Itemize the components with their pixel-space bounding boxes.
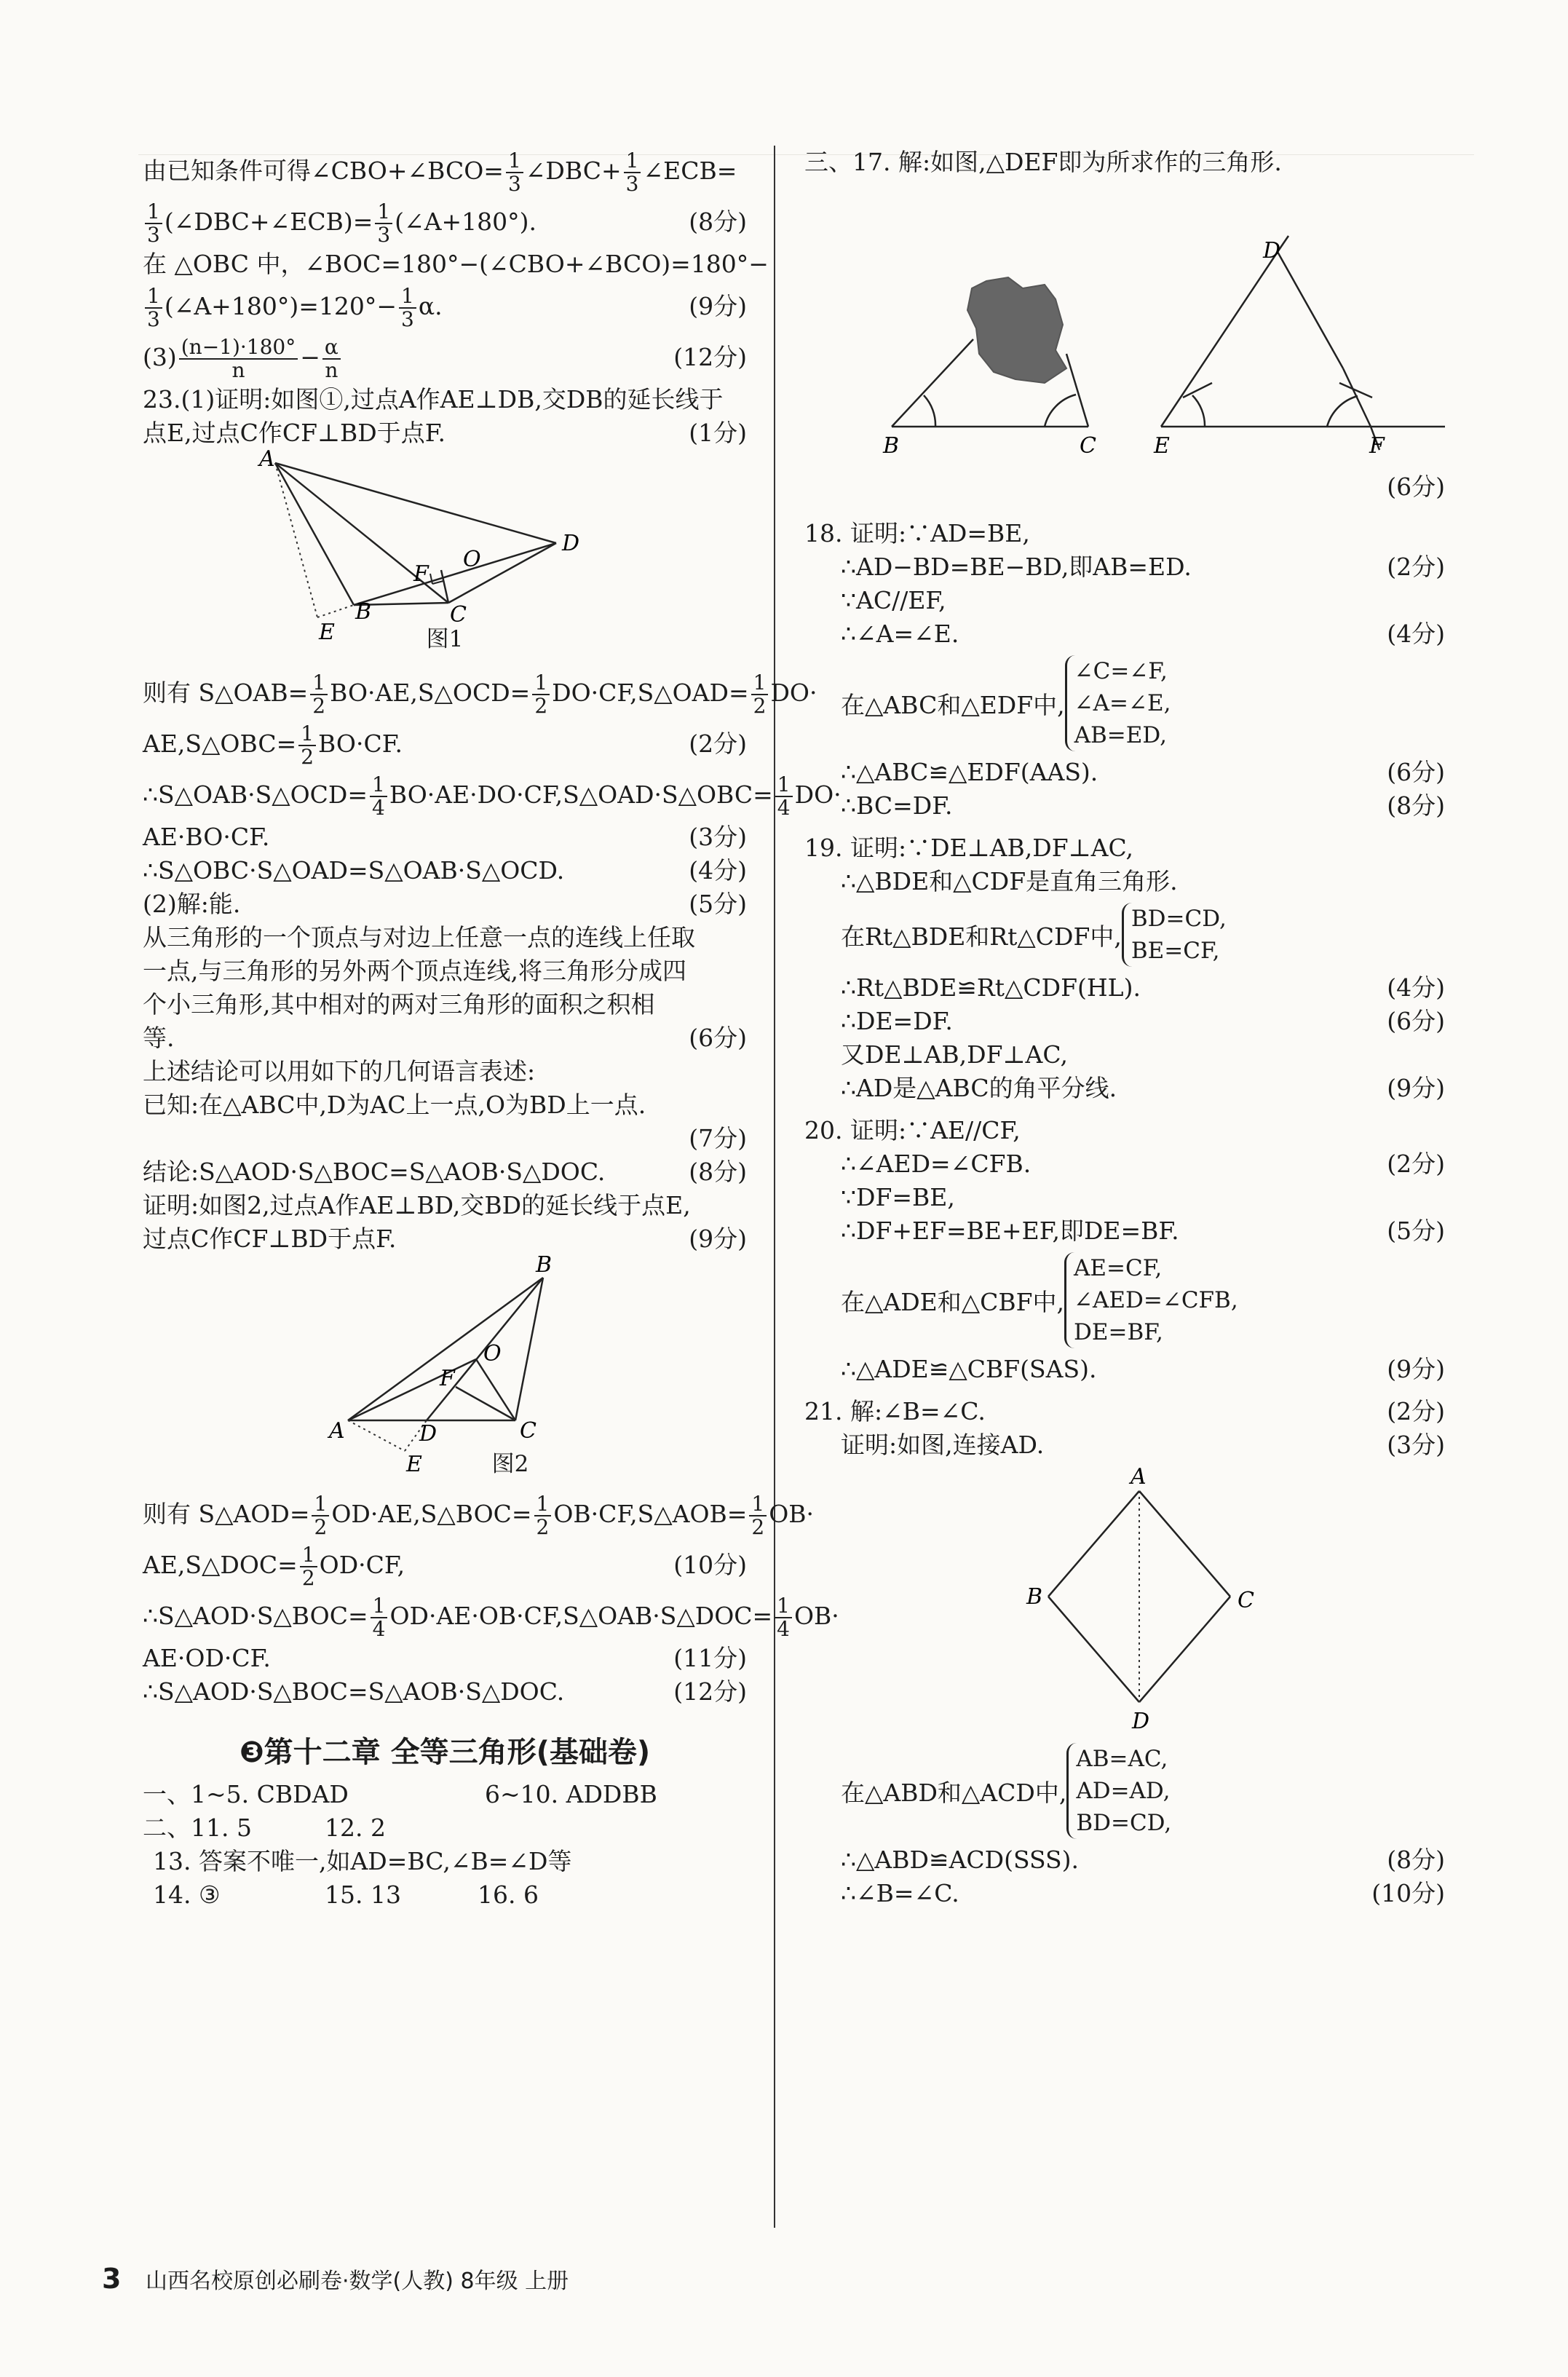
text-line: 20. 证明:∵AE//CF, xyxy=(804,1116,1021,1144)
text-line: ∵DF=BE, xyxy=(841,1183,955,1211)
score: (2分) xyxy=(689,729,747,758)
text-line: 由已知条件可得∠CBO+∠BCO= $\frac{1}{3}$ ∠DBC+ $\frac{1}{3}$ ∠ECB= xyxy=(143,149,737,196)
text-line: ∴S△OBC·S△OAD=S△OAB·S△OCD. (4分) xyxy=(143,854,747,887)
score: (3分) xyxy=(1387,1431,1445,1459)
fig2-label-a: A xyxy=(329,1418,345,1444)
fig4-label-c: C xyxy=(1238,1588,1254,1613)
text-line: 21. 解:∠B=∠C. (2分) xyxy=(804,1395,1445,1428)
fraction: $\frac{(n-1)\cdot 180^\circ}{n}$ xyxy=(179,336,298,381)
text-line: ∴DE=DF. (6分) xyxy=(804,1005,1445,1038)
text-line: ∴S△AOD·S△BOC=S△AOB·S△DOC. (12分) xyxy=(143,1675,747,1709)
text-line: ∴AD是△ABC的角平分线. (9分) xyxy=(804,1072,1445,1105)
figure-3-diagram xyxy=(804,179,1445,459)
score: (10分) xyxy=(673,1551,747,1579)
figure-2-caption: 图2 xyxy=(491,1451,529,1477)
score: (11分) xyxy=(673,1644,747,1672)
text-line: 结论:S△AOD·S△BOC=S△AOB·S△DOC. (8分) xyxy=(143,1155,747,1189)
system-line: AD=AD, xyxy=(1076,1778,1171,1804)
fraction: $\frac{1}{3}$ xyxy=(506,150,523,195)
text-line: AE·OD·CF. (11分) xyxy=(143,1642,747,1675)
score: (9分) xyxy=(1387,1355,1445,1383)
score: (10分) xyxy=(1371,1879,1445,1907)
figure-3 xyxy=(804,179,1445,459)
fraction: $\frac{1}{3}$ xyxy=(145,285,162,331)
fig4-label-a: A xyxy=(1131,1464,1147,1490)
score: (8分) xyxy=(689,207,747,236)
score: (4分) xyxy=(689,856,747,885)
text-line: $\frac{1}{3}$ (∠DBC+∠ECB)= $\frac{1}{3}$ (∠A+180°). (8分) xyxy=(143,197,747,248)
text-line: 已知:在△ABC中,D为AC上一点,O为BD上一点. xyxy=(143,1091,646,1119)
fig2-label-e: E xyxy=(406,1452,422,1477)
fig3-label-c: C xyxy=(1080,433,1096,459)
text-line: 过点C作CF⊥BD于点F. (9分) xyxy=(143,1222,747,1256)
answer-line: 一、1~5. CBDAD 6~10. ADDBB xyxy=(143,1780,657,1808)
brace-system xyxy=(1122,903,1227,967)
text-line: $\frac{1}{3}$ (∠A+180°)=120°− $\frac{1}{3}$ α. (9分) xyxy=(143,281,747,332)
fig3-label-f: F xyxy=(1369,433,1385,459)
score: (6分) xyxy=(1387,758,1445,786)
text-line: ∴BC=DF. (8分) xyxy=(804,789,1445,823)
figure-2-diagram xyxy=(143,1252,747,1477)
text-line: 上述结论可以用如下的几何语言表述: xyxy=(143,1057,536,1085)
score: (4分) xyxy=(1387,973,1445,1002)
text-line: ∴S△AOD·S△BOC= $\frac{1}{4}$ OD·AE·OB·CF,S△OAB·S△DOC= $\frac{1}{4}$ OB· xyxy=(143,1594,839,1641)
equation-system: 在Rt△BDE和Rt△CDF中, BD=CD, BE=CF, xyxy=(804,903,1445,967)
column-divider xyxy=(774,146,775,2228)
text-line: 证明:如图,连接AD. (3分) xyxy=(804,1428,1445,1462)
text-line: 证明:如图2,过点A作AE⊥BD,交BD的延长线于点E, xyxy=(143,1191,691,1219)
fig4-label-b: B xyxy=(1026,1584,1043,1610)
system-line: ∠C=∠F, xyxy=(1074,658,1168,684)
score: (9分) xyxy=(689,1225,747,1253)
text-line: 从三角形的一个顶点与对边上任意一点的连线上任取 xyxy=(143,923,695,952)
text-line: 则有 S△OAB= $\frac{1}{2}$ BO·AE,S△OCD= $\frac{1}{2}$ DO·CF,S△OAD= $\frac{1}{2}$ DO· xyxy=(143,671,817,718)
right-column xyxy=(804,146,1445,1910)
equation-system: 在△ABC和△EDF中, ∠C=∠F, ∠A=∠E, AB=ED, xyxy=(804,655,1445,751)
fig1-label-a: A xyxy=(259,446,275,472)
score: (6分) xyxy=(1387,1007,1445,1035)
text-line: ∴△ABD≌ACD(SSS). (8分) xyxy=(804,1843,1445,1877)
score: (1分) xyxy=(689,419,747,447)
answer-line: 13. 答案不唯一,如AD=BC,∠B=∠D等 xyxy=(153,1847,572,1875)
fig3-label-b: B xyxy=(883,433,900,459)
text-line: 又DE⊥AB,DF⊥AC, xyxy=(841,1040,1068,1069)
text-line: ∴DF+EF=BE+EF,即DE=BF. (5分) xyxy=(804,1214,1445,1248)
score: (6分) xyxy=(689,1024,747,1052)
fig3-label-e: E xyxy=(1154,433,1170,459)
fig1-label-e: E xyxy=(319,620,335,645)
brace-system xyxy=(1064,1252,1238,1348)
text-line: ∴∠B=∠C. (10分) xyxy=(804,1877,1445,1910)
text-line: 一点,与三角形的另外两个顶点连线,将三角形分成四 xyxy=(143,957,686,985)
fraction: $\frac{\alpha}{n}$ xyxy=(322,336,341,381)
fig1-label-f: F xyxy=(413,561,429,587)
score: (8分) xyxy=(1387,791,1445,820)
system-line: AB=ED, xyxy=(1074,722,1168,748)
score: (7分) xyxy=(689,1124,747,1152)
text-line: ∴S△OAB·S△OCD= $\frac{1}{4}$ BO·AE·DO·CF,S△OAD·S△OBC= $\frac{1}{4}$ DO· xyxy=(143,772,842,820)
text-line: 23.(1)证明:如图①,过点A作AE⊥DB,交DB的延长线于 xyxy=(143,385,724,414)
figure-2 xyxy=(143,1252,747,1477)
equation-system: 在△ADE和△CBF中, AE=CF, ∠AED=∠CFB, DE=BF, xyxy=(804,1252,1445,1348)
fig2-label-b: B xyxy=(536,1252,553,1278)
ink-blot xyxy=(967,277,1066,383)
text-line xyxy=(143,1122,747,1155)
text-line: ∴△ADE≌△CBF(SAS). (9分) xyxy=(804,1353,1445,1386)
brace-system xyxy=(1066,1743,1171,1839)
text-line: ∴AD−BD=BE−BD,即AB=ED. (2分) xyxy=(804,550,1445,584)
text-line: ∵AC//EF, xyxy=(841,586,946,614)
text-line: ∴∠A=∠E. (4分) xyxy=(804,617,1445,651)
fig2-label-o: O xyxy=(483,1341,502,1367)
score: (9分) xyxy=(1387,1074,1445,1102)
figure-4 xyxy=(804,1462,1445,1739)
fig4-label-d: D xyxy=(1132,1709,1150,1734)
text-line: ∴△BDE和△CDF是直角三角形. xyxy=(841,867,1178,895)
answer-line: 二、11. 5 12. 2 xyxy=(143,1814,386,1842)
text-line: 18. 证明:∵AD=BE, xyxy=(804,519,1030,547)
left-column xyxy=(143,146,842,1912)
fig1-label-c: C xyxy=(450,602,467,628)
text-line: (3) $\frac{(n-1)\cdot 180^\circ}{n}$ − $\frac{\alpha}{n}$ (12分) xyxy=(143,332,747,383)
text-line: ∴∠AED=∠CFB. (2分) xyxy=(804,1147,1445,1181)
fraction: $\frac{1}{3}$ xyxy=(624,150,641,195)
answer-line: 14. ③ 15. 13 16. 6 xyxy=(153,1880,539,1909)
score: (4分) xyxy=(1387,620,1445,648)
system-line: ∠A=∠E, xyxy=(1074,690,1171,716)
score: (5分) xyxy=(689,890,747,918)
score: (8分) xyxy=(689,1158,747,1186)
score: (12分) xyxy=(673,1677,747,1706)
score: (12分) xyxy=(673,343,747,371)
text-line: (2)解:能. (5分) xyxy=(143,887,747,921)
text-line: 则有 S△AOD= $\frac{1}{2}$ OD·AE,S△BOC= $\frac{1}{2}$ OB·CF,S△AOB= $\frac{1}{2}$ OB· xyxy=(143,1492,815,1539)
system-line: DE=BF, xyxy=(1074,1319,1163,1345)
figure-1-caption: 图1 xyxy=(426,626,464,652)
text-line: 点E,过点C作CF⊥BD于点F. (1分) xyxy=(143,416,747,450)
fraction: $\frac{1}{3}$ xyxy=(375,201,392,246)
system-line: ∠AED=∠CFB, xyxy=(1074,1287,1238,1313)
text-line: AE,S△DOC= $\frac{1}{2}$ OD·CF, (10分) xyxy=(143,1540,747,1591)
text-line: AE,S△OBC= $\frac{1}{2}$ BO·CF. (2分) xyxy=(143,719,747,770)
page-number: 3 xyxy=(102,2263,122,2295)
fig1-label-d: D xyxy=(562,531,580,556)
text-line: ∴△ABC≌△EDF(AAS). (6分) xyxy=(804,756,1445,789)
system-line: BD=CD, xyxy=(1131,906,1227,932)
chapter-heading: ❸第十二章 全等三角形(基础卷) xyxy=(239,1736,651,1769)
score: (5分) xyxy=(1387,1217,1445,1245)
fig2-label-d: D xyxy=(419,1421,437,1447)
text-line: 个小三角形,其中相对的两对三角形的面积之积相 xyxy=(143,990,655,1019)
text-line: 等. (6分) xyxy=(143,1021,747,1055)
score: (2分) xyxy=(1387,553,1445,581)
fig2-label-c: C xyxy=(520,1418,536,1444)
system-line: BD=CD, xyxy=(1076,1810,1172,1836)
fraction: $\frac{1}{3}$ xyxy=(145,201,162,246)
text-line: 19. 证明:∵DE⊥AB,DF⊥AC, xyxy=(804,834,1134,862)
text-line: 三、17. 解:如图,△DEF即为所求作的三角形. xyxy=(804,148,1282,176)
equation-system: 在△ABD和△ACD中, AB=AC, AD=AD, BD=CD, xyxy=(804,1743,1445,1839)
score: (8分) xyxy=(1387,1846,1445,1874)
system-line: AB=AC, xyxy=(1076,1746,1168,1772)
score: (2分) xyxy=(1387,1397,1445,1425)
text-line: AE·BO·CF. (3分) xyxy=(143,820,747,854)
page-footer xyxy=(102,2263,569,2295)
fig2-label-f: F xyxy=(440,1366,455,1391)
text-line: 在 △OBC 中，∠BOC=180°−(∠CBO+∠BCO)=180°− xyxy=(143,250,769,278)
score: (3分) xyxy=(689,823,747,851)
score: (9分) xyxy=(689,292,747,320)
system-line: AE=CF, xyxy=(1074,1255,1163,1281)
fraction: $\frac{1}{3}$ xyxy=(399,285,416,331)
fig1-label-b: B xyxy=(355,599,372,625)
text-line: ∴Rt△BDE≌Rt△CDF(HL). (4分) xyxy=(804,971,1445,1005)
system-line: BE=CF, xyxy=(1131,938,1220,964)
fig1-label-o: O xyxy=(463,547,481,572)
score: (6分) xyxy=(1387,472,1445,501)
brace-system xyxy=(1065,655,1171,751)
text-line xyxy=(804,470,1445,504)
score: (2分) xyxy=(1387,1150,1445,1178)
book-title: 山西名校原创必刷卷·数学(人教) 8年级 上册 xyxy=(146,2269,569,2294)
fig3-label-d: D xyxy=(1263,238,1281,264)
figure-4-diagram xyxy=(804,1462,1445,1739)
